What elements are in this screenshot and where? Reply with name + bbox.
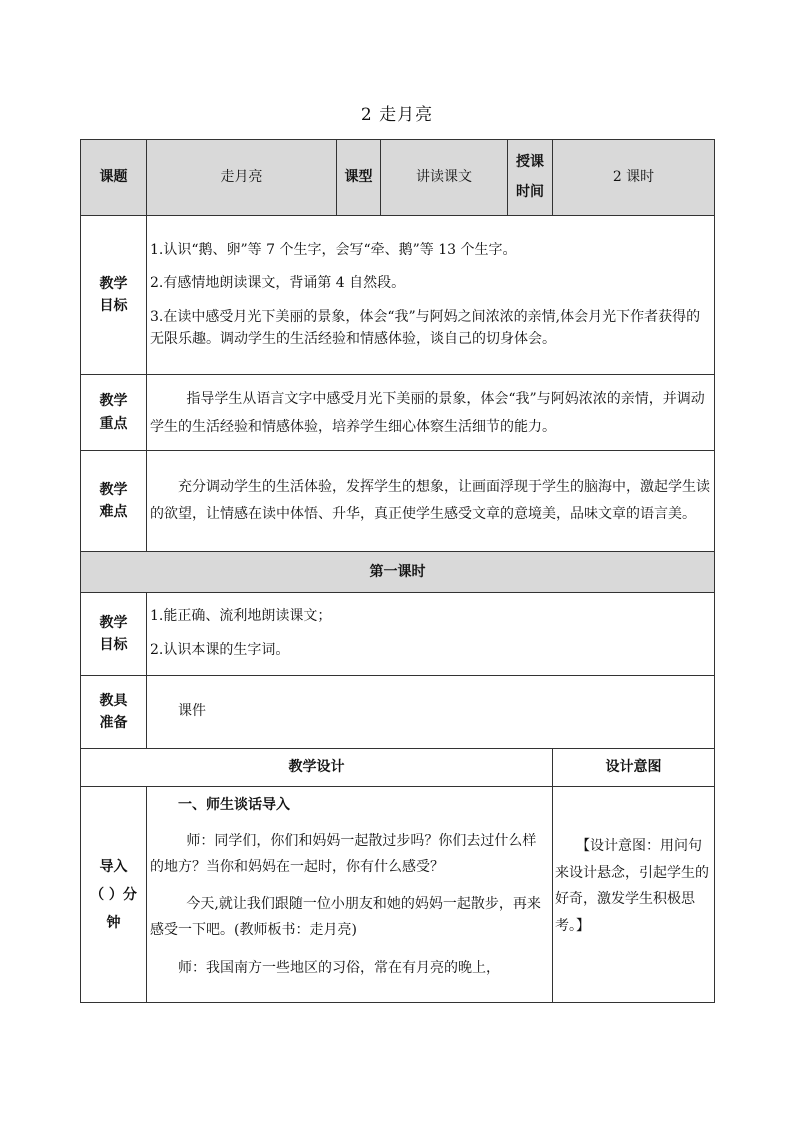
tools-row bbox=[81, 676, 715, 749]
tools-label-line2: 准备 bbox=[99, 715, 128, 731]
key-points-label bbox=[81, 375, 147, 451]
time-value: 2 课时 bbox=[553, 140, 715, 216]
intent-content bbox=[553, 787, 715, 1003]
objectives-label-line1: 教学 bbox=[99, 275, 128, 292]
intro-section-title: 一、师生谈话导入 bbox=[178, 797, 290, 813]
intro-label-line1: 导入 bbox=[99, 858, 128, 875]
lesson-objective-item: 2.认识本课的生字词。 bbox=[150, 642, 290, 658]
objectives-label-line2: 目标 bbox=[99, 298, 128, 314]
design-heading: 教学设计 bbox=[81, 749, 553, 787]
topic-value: 走月亮 bbox=[147, 140, 337, 216]
tools-value: 课件 bbox=[178, 703, 206, 720]
difficulties-label-line2: 难点 bbox=[99, 504, 128, 520]
key-points-label-line2: 重点 bbox=[99, 415, 128, 432]
tools-content bbox=[147, 676, 715, 749]
tools-label bbox=[81, 676, 147, 749]
difficulties-label-line1: 教学 bbox=[99, 481, 128, 498]
document-title: 2 走月亮 bbox=[360, 105, 434, 125]
lesson-objectives-label-line2: 目标 bbox=[99, 637, 128, 653]
lesson-objectives-row bbox=[81, 593, 715, 676]
key-points-text: 指导学生从语言文字中感受月光下美丽的景象，体会“我”与阿妈浓浓的亲情，并调动学生的生活经验和情感体验，培养学生细心体察生活细节的能力。 bbox=[150, 390, 705, 435]
lesson-one-heading: 第一课时 bbox=[81, 552, 715, 593]
lesson-objectives-content bbox=[147, 593, 715, 676]
lesson-one-heading-row bbox=[81, 552, 715, 593]
intro-paragraph: 今天,就让我们跟随一位小朋友和她的妈妈一起散步，再来感受一下吧。(教师板书：走月亮) bbox=[150, 896, 541, 939]
difficulties-label bbox=[81, 451, 147, 552]
topic-label: 课题 bbox=[81, 140, 147, 216]
lesson-objectives-label-line1: 教学 bbox=[99, 614, 128, 631]
objectives-row bbox=[81, 216, 715, 375]
objective-item: 2.有感情地朗读课文，背诵第 4 自然段。 bbox=[150, 275, 406, 292]
intro-label-line2: （ ）分 bbox=[90, 886, 137, 903]
difficulties-row bbox=[81, 451, 715, 552]
lesson-objective-item: 1.能正确、流利地朗读课文； bbox=[150, 608, 332, 625]
type-value: 讲读课文 bbox=[381, 140, 508, 216]
key-points-row bbox=[81, 375, 715, 451]
intro-label bbox=[81, 787, 147, 1003]
key-points-label-line1: 教学 bbox=[99, 393, 128, 410]
objective-item: 1.认识“鹅、卵”等 7 个生字，会写“牵、鹅”等 13 个生字。 bbox=[150, 241, 517, 258]
difficulties-text: 充分调动学生的生活体验，发挥学生的想象，让画面浮现于学生的脑海中，激起学生读的欲望，让情感在读中体悟、升华，真正使学生感受文章的意境美，品味文章的语言美。 bbox=[150, 478, 710, 522]
lesson-plan-table bbox=[80, 139, 715, 1003]
intro-content bbox=[147, 787, 553, 1003]
time-label-line2: 时间 bbox=[516, 183, 544, 200]
design-heading-row bbox=[81, 749, 715, 787]
header-row bbox=[81, 140, 715, 216]
key-points-content bbox=[147, 375, 715, 451]
objectives-label bbox=[81, 216, 147, 375]
time-label bbox=[508, 140, 553, 216]
intent-text: 【设计意图：用问句来设计悬念，引起学生的好奇，激发学生积极思考。】 bbox=[555, 838, 709, 934]
intro-paragraph: 师：我国南方一些地区的习俗，常在有月亮的晚上， bbox=[178, 960, 500, 977]
intent-heading: 设计意图 bbox=[553, 749, 715, 787]
type-label: 课型 bbox=[337, 140, 381, 216]
intro-paragraph: 师：同学们，你们和妈妈一起散过步吗？你们去过什么样的地方？当你和妈妈在一起时，你有什么感受？ bbox=[150, 832, 537, 875]
objective-item: 3.在读中感受月光下美丽的景象，体会“我”与阿妈之间浓浓的亲情,体会月光下作者获得的无限乐趣。调动学生的生活经验和情感体验，谈自己的切身体会。 bbox=[150, 309, 701, 347]
time-label-line1: 授课 bbox=[516, 154, 544, 171]
intro-row bbox=[81, 787, 715, 1003]
difficulties-content bbox=[147, 451, 715, 552]
tools-label-line1: 教具 bbox=[99, 692, 128, 709]
intro-label-line3: 钟 bbox=[106, 914, 121, 931]
lesson-objectives-label bbox=[81, 593, 147, 676]
objectives-content bbox=[147, 216, 715, 375]
